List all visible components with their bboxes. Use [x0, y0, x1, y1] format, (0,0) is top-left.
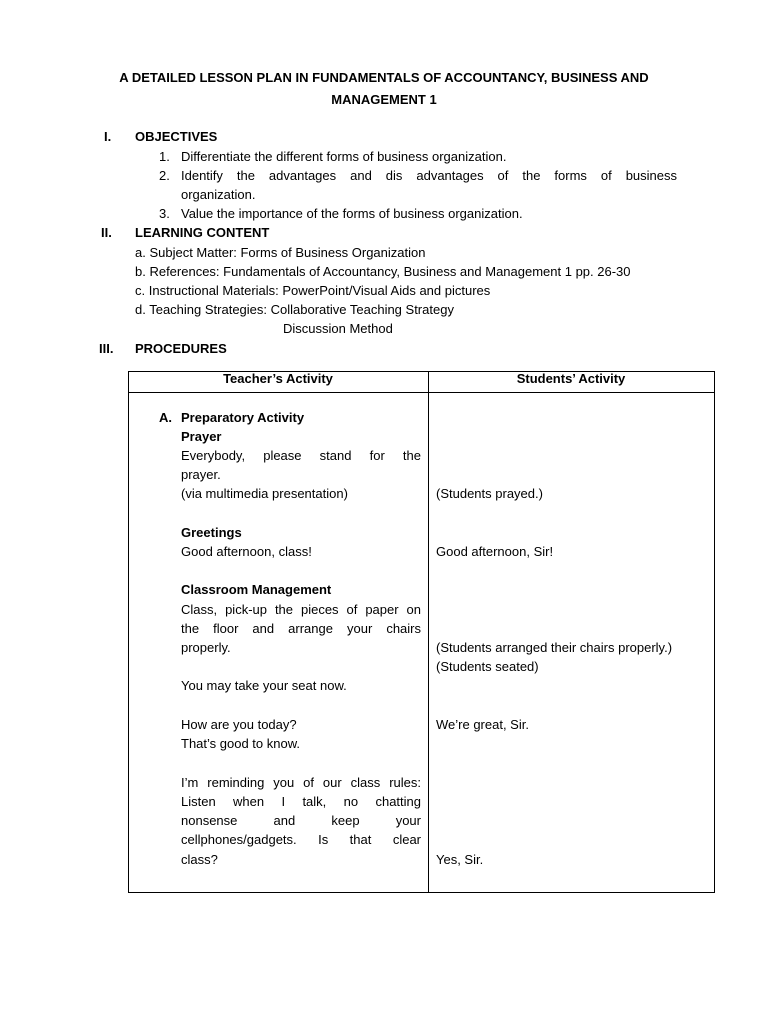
teacher-line: That’s good to know.: [181, 736, 301, 751]
student-response: We’re great, Sir.: [436, 717, 529, 732]
learning-content-continuation: Discussion Method: [283, 321, 393, 336]
learning-content-item: d. Teaching Strategies: Collaborative Teaching Strategy: [135, 302, 454, 317]
teacher-line: How are you today?: [181, 717, 297, 732]
greetings-heading: Greetings: [181, 525, 242, 540]
procedures-numeral: III.: [99, 341, 114, 356]
objective-item-continuation: organization.: [181, 187, 256, 202]
table-border-left: [128, 371, 129, 893]
student-response: (Students arranged their chairs properly.): [436, 640, 673, 655]
teacher-line: I’m reminding you of our class rules:: [181, 775, 421, 790]
teacher-line: (via multimedia presentation): [181, 486, 348, 501]
student-response: Good afternoon, Sir!: [436, 544, 554, 559]
learning-content-item: b. References: Fundamentals of Accountancy, Business and Management 1 pp. 26-30: [135, 264, 631, 279]
learning-content-item: a. Subject Matter: Forms of Business Organization: [135, 245, 426, 260]
teacher-line: Everybody, please stand for the: [181, 448, 421, 463]
teacher-activity-header: Teacher’s Activity: [223, 371, 333, 386]
section-letter: A.: [159, 410, 172, 425]
table-header-divider: [128, 392, 715, 393]
student-response: (Students prayed.): [436, 486, 543, 501]
teacher-line: nonsense and keep your: [181, 813, 421, 828]
objective-item: Differentiate the different forms of business organization.: [181, 149, 507, 164]
learning-content-heading: LEARNING CONTENT: [135, 225, 270, 240]
objective-number: 3.: [159, 206, 170, 221]
table-border-bottom: [128, 892, 715, 893]
document-title-line-2: MANAGEMENT 1: [331, 92, 437, 107]
teacher-line: cellphones/gadgets. Is that clear: [181, 832, 421, 847]
table-column-divider: [428, 371, 429, 893]
teacher-line: class?: [181, 852, 218, 867]
teacher-line: prayer.: [181, 467, 221, 482]
objective-number: 2.: [159, 168, 170, 183]
teacher-line: the floor and arrange your chairs: [181, 621, 421, 636]
objectives-heading: OBJECTIVES: [135, 129, 218, 144]
teacher-line: properly.: [181, 640, 231, 655]
objectives-numeral: I.: [104, 129, 112, 144]
objective-item: Value the importance of the forms of business organization.: [181, 206, 523, 221]
learning-content-numeral: II.: [101, 225, 112, 240]
objective-item: Identify the advantages and dis advantages of the forms of business: [181, 168, 677, 183]
students-activity-header: Students’ Activity: [516, 371, 626, 386]
learning-content-item: c. Instructional Materials: PowerPoint/Visual Aids and pictures: [135, 283, 491, 298]
objective-number: 1.: [159, 149, 170, 164]
classroom-management-heading: Classroom Management: [181, 582, 332, 597]
teacher-line: Good afternoon, class!: [181, 544, 312, 559]
teacher-line: You may take your seat now.: [181, 678, 347, 693]
document-title-line-1: A DETAILED LESSON PLAN IN FUNDAMENTALS OF ACCOUNTANCY, BUSINESS AND: [119, 70, 649, 85]
prayer-heading: Prayer: [181, 429, 222, 444]
teacher-line: Class, pick-up the pieces of paper on: [181, 602, 421, 617]
student-response: Yes, Sir.: [436, 852, 484, 867]
teacher-line: Listen when I talk, no chatting: [181, 794, 421, 809]
table-border-right: [714, 371, 715, 893]
procedures-heading: PROCEDURES: [135, 341, 227, 356]
student-response: (Students seated): [436, 659, 539, 674]
section-title: Preparatory Activity: [181, 410, 305, 425]
